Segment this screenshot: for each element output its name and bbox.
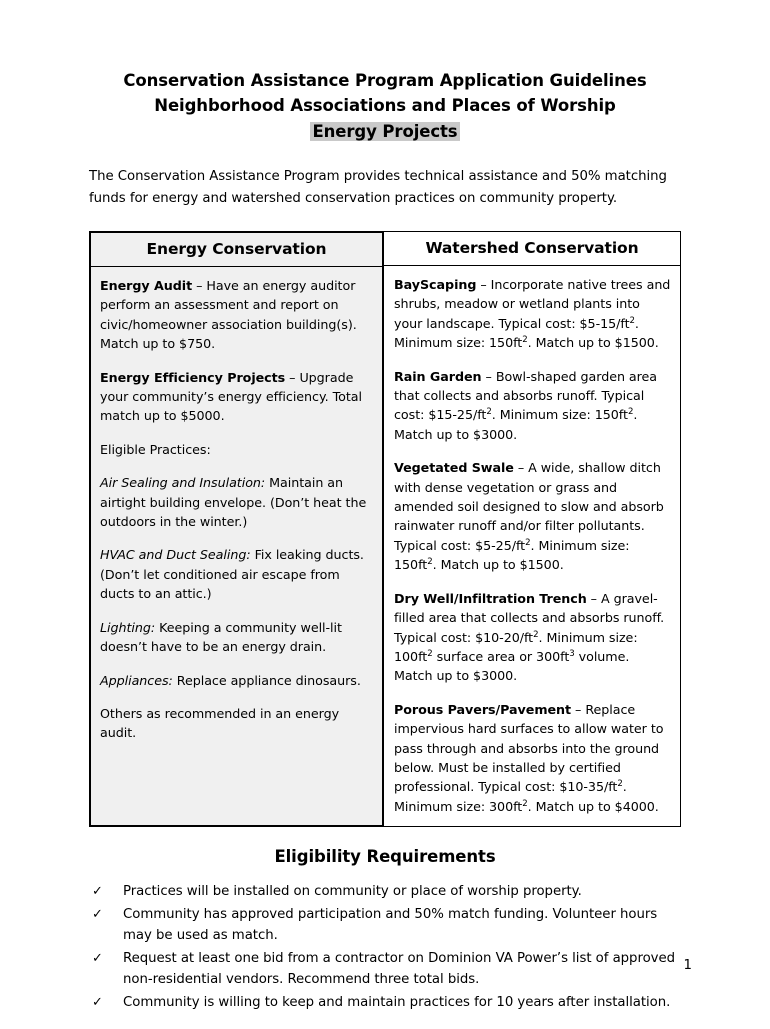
eligibility-item-text: Community is willing to keep and maintain practices for 10 years after installation. xyxy=(123,994,671,1010)
entry-body: Eligible Practices: xyxy=(100,441,211,457)
entry-lead: Dry Well/Infiltration Trench xyxy=(394,590,587,606)
eligibility-item xyxy=(89,992,681,1014)
table-entry: Porous Pavers/Pavement – Replace impervious hard surfaces to allow water to pass through and absorbs into the ground below. Must be installed by certified professional. Typical cost: $\$10-35/ft^2$. Minimum size: $300ft^2$. Match up to $4000. xyxy=(394,701,664,814)
table-entry xyxy=(100,440,373,459)
entry-body: Others as recommended in an energy audit. xyxy=(100,705,340,741)
table-entry xyxy=(100,618,373,657)
entry-body: Maintain an airtight building envelope. (Don’t heat the outdoors in the winter.) xyxy=(100,475,367,530)
entry-lead: BayScaping xyxy=(394,277,477,292)
table-entry: Dry Well/Infiltration Trench – A gravel-filled area that collects and absorbs runoff. Typical cost: $\$10-20/ft^2$. Minimum size: $100ft^2$ surface area or $300ft^3$ volume. Match up to $3000. xyxy=(394,590,665,684)
entry-lead: HVAC and Duct Sealing: xyxy=(100,547,251,563)
entry-body: Replace appliance dinosaurs. xyxy=(176,672,361,688)
entry-body: A gravel-filled area that collects and absorbs runoff. Typical cost: $\$10-20/ft^2$. Minimum size: $100ft^2$ surface area or $300ft^3$ volume. Match up to $3000. xyxy=(394,590,665,684)
check-icon: ✓ xyxy=(92,994,103,1010)
entry-body: Replace impervious hard surfaces to allow water to pass through and absorbs into the ground below. Must be installed by certified professional. Typical cost: $\$10-35/ft^2$. Minimum size: $300ft^2$. Match up to $4000. xyxy=(394,701,664,814)
page-number: 1 xyxy=(683,958,692,973)
entry-body: Keeping a community well-lit doesn’t have to be an energy drain. xyxy=(100,619,342,655)
entry-lead: Rain Garden xyxy=(394,368,482,384)
conservation-table xyxy=(89,231,681,827)
column-header-watershed: Watershed Conservation xyxy=(384,232,680,266)
table-entry: Energy Efficiency Projects – Upgrade your community’s energy efficiency. Total match up to $5000. xyxy=(100,369,362,424)
eligibility-item-text: Request at least one bid from a contractor on Dominion VA Power’s list of approved non-residential vendors. Recommend three total bids. xyxy=(123,950,675,988)
table-entry xyxy=(100,704,373,743)
column-watershed-conservation xyxy=(384,231,681,827)
table-entry: Rain Garden – Bowl-shaped garden area that collects and absorbs runoff. Typical cost: $\$15-25/ft^2$. Minimum size: $150ft^2$. Match up to $3000. xyxy=(394,368,658,442)
table-entry: BayScaping – Incorporate native trees and shrubs, meadow or wetland plants into your landscape. Typical cost: $\$5-15/ft^2$. Minimum size: $150ft^2$. Match up to $1500. xyxy=(394,277,671,351)
check-icon: ✓ xyxy=(92,950,103,966)
eligibility-item xyxy=(89,948,681,991)
table-entry: Vegetated Swale – A wide, shallow ditch with dense vegetation or grass and amended soil designed to slow and absorb rainwater runoff and/or filter pollutants. Typical cost: $\$5-25/ft^2$. Minimum size: $150ft^2$. Match up to $1500. xyxy=(394,460,664,573)
table-entry xyxy=(100,473,373,531)
column-body-energy xyxy=(91,267,382,825)
eligibility-list xyxy=(89,881,681,1013)
entry-body: Bowl-shaped garden area that collects and absorbs runoff. Typical cost: $\$15-25/ft^2$. Minimum size: $150ft^2$. Match up to $3000. xyxy=(394,368,658,442)
page-content xyxy=(89,68,681,1029)
entry-body: Incorporate native trees and shrubs, meadow or wetland plants into your landscape. Typical cost: $\$5-15/ft^2$. Minimum size: $150ft^2$. Match up to $1500. xyxy=(394,277,671,351)
column-header-energy: Energy Conservation xyxy=(91,233,382,267)
eligibility-item xyxy=(89,881,681,903)
energy-projects-highlight: Energy Projects xyxy=(312,122,458,141)
table-entry: Energy Audit – Have an energy auditor perform an assessment and report on civic/homeowner association building(s). Match up to $750. xyxy=(100,278,357,352)
entry-body: Upgrade your community’s energy efficiency. Total match up to $5000. xyxy=(100,369,362,424)
intro-paragraph: The Conservation Assistance Program provides technical assistance and 50% matching funds for energy and watershed conservation practices on community property. xyxy=(89,169,667,206)
entry-body: Have an energy auditor perform an assessment and report on civic/homeowner association building(s). Match up to $750. xyxy=(100,278,357,352)
title-line-1: Conservation Assistance Program Application Guidelines xyxy=(123,71,647,90)
table-entry xyxy=(100,671,373,690)
page-title xyxy=(89,68,681,144)
table-entry xyxy=(100,545,373,603)
entry-lead: Porous Pavers/Pavement xyxy=(394,701,572,717)
title-line-3 xyxy=(89,119,681,144)
entry-lead: Energy Audit xyxy=(100,278,193,293)
entry-body: A wide, shallow ditch with dense vegetation or grass and amended soil designed to slow and absorb rainwater runoff and/or filter pollutants. Typical cost: $\$5-25/ft^2$. Minimum size: $150ft^2$. Match up to $1500. xyxy=(394,460,664,573)
eligibility-item-text: Community has approved participation and 50% match funding. Volunteer hours may be used as match. xyxy=(123,906,658,944)
check-icon: ✓ xyxy=(92,906,103,922)
entry-lead: Appliances: xyxy=(100,672,173,688)
column-energy-conservation xyxy=(89,231,384,827)
entry-lead: Energy Efficiency Projects xyxy=(100,369,286,385)
check-icon: ✓ xyxy=(92,884,103,900)
eligibility-item xyxy=(89,904,681,947)
entry-body: Fix leaking ducts. (Don’t let conditioned air escape from ducts to an attic.) xyxy=(100,547,364,602)
eligibility-item-text: Practices will be installed on community or place of worship property. xyxy=(123,884,582,900)
column-body-watershed xyxy=(384,266,680,826)
entry-lead: Air Sealing and Insulation: xyxy=(100,475,266,491)
eligibility-heading: Eligibility Requirements xyxy=(274,847,496,867)
entry-lead: Lighting: xyxy=(100,619,156,635)
title-line-2: Neighborhood Associations and Places of Worship xyxy=(154,96,616,115)
entry-lead: Vegetated Swale xyxy=(394,460,514,476)
